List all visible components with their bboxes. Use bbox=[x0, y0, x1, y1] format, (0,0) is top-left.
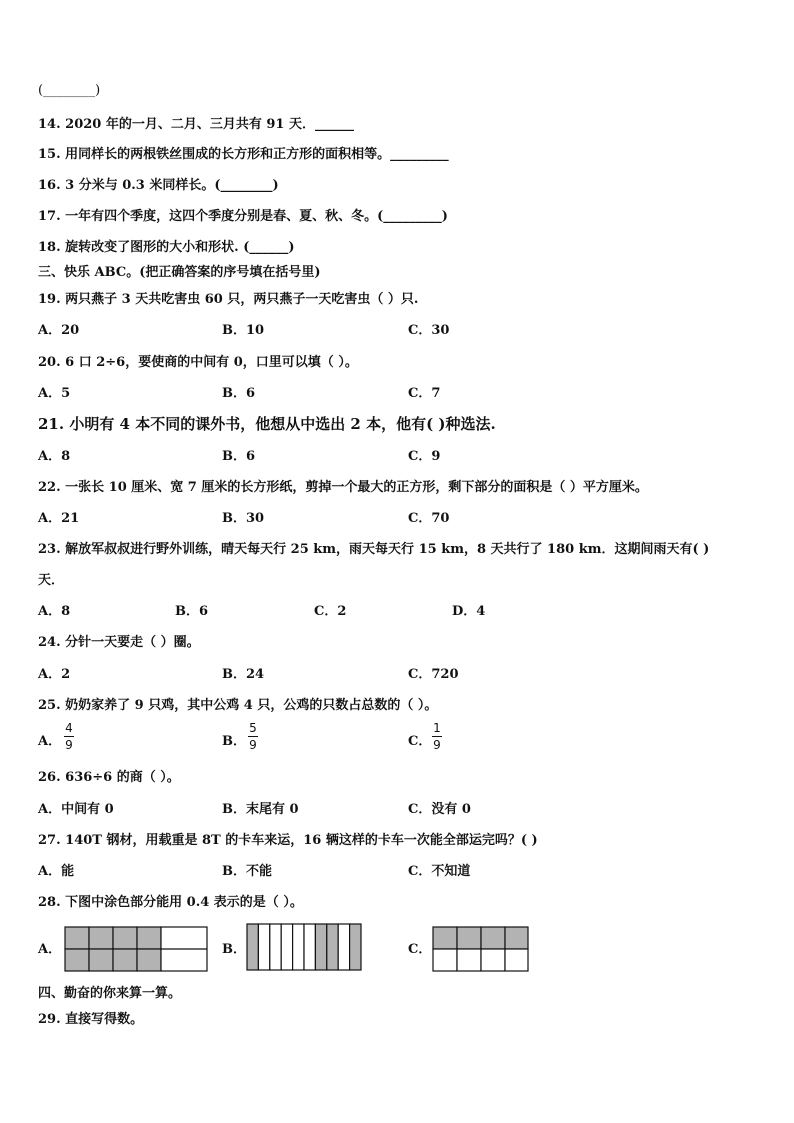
q24-option-c: C．720 bbox=[408, 667, 459, 682]
question-15: 15. 用同样长的两根铁丝围成的长方形和正方形的面积相等。_________ bbox=[38, 147, 449, 162]
question-14: 14. 2020 年的一月、二月、三月共有 91 天．______ bbox=[38, 117, 354, 132]
question-20: 20. 6 口 2÷6，要使商的中间有 0，口里可以填（ ）。 bbox=[38, 355, 358, 370]
q28-b-strip bbox=[338, 924, 349, 970]
q19-option-a: A．20 bbox=[38, 323, 80, 338]
q23-option-a: A．8 bbox=[38, 604, 71, 619]
q25-fraction-c bbox=[432, 722, 442, 752]
q28-c-cell bbox=[457, 949, 481, 971]
q25-fraction-a-denominator: 9 bbox=[65, 738, 73, 752]
q23-option-d: D．4 bbox=[452, 604, 486, 619]
q27-option-b: B．不能 bbox=[222, 864, 272, 879]
section-heading-3: 三、快乐 ABC。(把正确答案的序号填在括号里) bbox=[38, 265, 321, 280]
q28-b-strip bbox=[258, 924, 269, 970]
q25-fraction-c-numerator: 1 bbox=[433, 721, 441, 735]
q24-option-a: A．2 bbox=[38, 667, 71, 682]
question-16: 16. 3 分米与 0.3 米同样长。(________) bbox=[38, 178, 279, 193]
q22-option-b: B．30 bbox=[222, 511, 265, 526]
q27-option-c: C．不知道 bbox=[408, 864, 471, 879]
q28-a-cell bbox=[137, 927, 161, 949]
q21-option-b: B．6 bbox=[222, 449, 256, 464]
question-27: 27. 140T 钢材，用载重是 8T 的卡车来运，16 辆这样的卡车一次能全部运完吗？( ) bbox=[38, 833, 538, 848]
question-29: 29. 直接写得数。 bbox=[38, 1012, 144, 1027]
q28-a-cell bbox=[113, 927, 137, 949]
question-28: 28. 下图中涂色部分能用 0.4 表示的是（ ）。 bbox=[38, 895, 303, 910]
question-23: 23. 解放军叔叔进行野外训练，晴天每天行 25 km，雨天每天行 15 km，8 天共行了 180 km．这期间雨天有( ) bbox=[38, 542, 710, 557]
question-21: 21. 小明有 4 本不同的课外书，他想从中选出 2 本，他有( )种选法. bbox=[38, 415, 496, 433]
q28-b-strip bbox=[247, 924, 258, 970]
q25-option-c: C． bbox=[408, 734, 432, 749]
q25-fraction-b-denominator: 9 bbox=[249, 738, 257, 752]
q25-option-a: A． bbox=[38, 734, 62, 749]
question-17: 17. 一年有四个季度，这四个季度分别是春、夏、秋、冬。(_________) bbox=[38, 209, 448, 224]
q20-option-b: B．6 bbox=[222, 386, 256, 401]
q28-a-cell bbox=[113, 949, 137, 971]
q28-figure-c bbox=[432, 926, 530, 974]
q28-option-b: B． bbox=[222, 942, 246, 957]
q28-option-c: C． bbox=[408, 942, 432, 957]
q28-c-cell bbox=[433, 949, 457, 971]
question-23-continued: 天． bbox=[38, 573, 65, 588]
q21-option-c: C．9 bbox=[408, 449, 441, 464]
question-22: 22. 一张长 10 厘米、宽 7 厘米的长方形纸，剪掉一个最大的正方形，剩下部分的面积是（ ）平方厘米。 bbox=[38, 480, 648, 495]
q28-b-strip bbox=[327, 924, 338, 970]
q25-fraction-b-numerator: 5 bbox=[249, 721, 257, 735]
q21-option-a: A．8 bbox=[38, 449, 71, 464]
q28-a-cell bbox=[89, 927, 113, 949]
q28-figure-a bbox=[64, 926, 210, 974]
question-18: 18. 旋转改变了图形的大小和形状. (______) bbox=[38, 240, 295, 255]
q28-b-strip bbox=[350, 924, 361, 970]
q26-option-a: A．中间有 0 bbox=[38, 802, 114, 817]
q13-answer-blank: (________) bbox=[38, 83, 101, 98]
q28-option-a: A． bbox=[38, 942, 62, 957]
q25-fraction-a bbox=[64, 722, 74, 752]
q28-c-cell bbox=[433, 927, 457, 949]
q25-fraction-b bbox=[248, 722, 258, 752]
q25-fraction-c-denominator: 9 bbox=[433, 738, 441, 752]
q28-b-strip bbox=[281, 924, 292, 970]
q24-option-b: B．24 bbox=[222, 667, 265, 682]
q28-figure-b bbox=[246, 923, 364, 973]
q19-option-b: B．10 bbox=[222, 323, 265, 338]
question-25: 25. 奶奶家养了 9 只鸡，其中公鸡 4 只，公鸡的只数占总数的（ ）。 bbox=[38, 698, 438, 713]
q28-c-cell bbox=[481, 927, 505, 949]
q28-b-strip bbox=[293, 924, 304, 970]
q26-option-b: B．末尾有 0 bbox=[222, 802, 299, 817]
q28-b-strip bbox=[270, 924, 281, 970]
q25-option-b: B． bbox=[222, 734, 246, 749]
section-heading-4: 四、勤奋的你来算一算。 bbox=[38, 986, 182, 1001]
q19-option-c: C．30 bbox=[408, 323, 450, 338]
q20-option-a: A．5 bbox=[38, 386, 71, 401]
q28-c-cell bbox=[505, 949, 528, 971]
q28-a-cell bbox=[89, 949, 113, 971]
q22-option-a: A．21 bbox=[38, 511, 80, 526]
q28-c-cell bbox=[481, 949, 505, 971]
q22-option-c: C．70 bbox=[408, 511, 450, 526]
q23-option-b: B．6 bbox=[175, 604, 209, 619]
q25-fraction-a-numerator: 4 bbox=[65, 721, 73, 735]
q27-option-a: A．能 bbox=[38, 864, 75, 879]
q28-b-strip bbox=[304, 924, 315, 970]
q20-option-c: C．7 bbox=[408, 386, 441, 401]
q28-a-cell bbox=[137, 949, 161, 971]
q28-a-cell bbox=[65, 949, 89, 971]
q23-option-c: C．2 bbox=[314, 604, 347, 619]
q28-a-cell bbox=[65, 927, 89, 949]
q26-option-c: C．没有 0 bbox=[408, 802, 471, 817]
q28-c-cell bbox=[505, 927, 528, 949]
question-26: 26. 636÷6 的商（ ）。 bbox=[38, 770, 180, 785]
q28-c-cell bbox=[457, 927, 481, 949]
q28-b-strip bbox=[315, 924, 326, 970]
question-24: 24. 分针一天要走（ ）圈。 bbox=[38, 635, 200, 650]
question-19: 19. 两只燕子 3 天共吃害虫 60 只，两只燕子一天吃害虫（ ）只. bbox=[38, 292, 419, 307]
